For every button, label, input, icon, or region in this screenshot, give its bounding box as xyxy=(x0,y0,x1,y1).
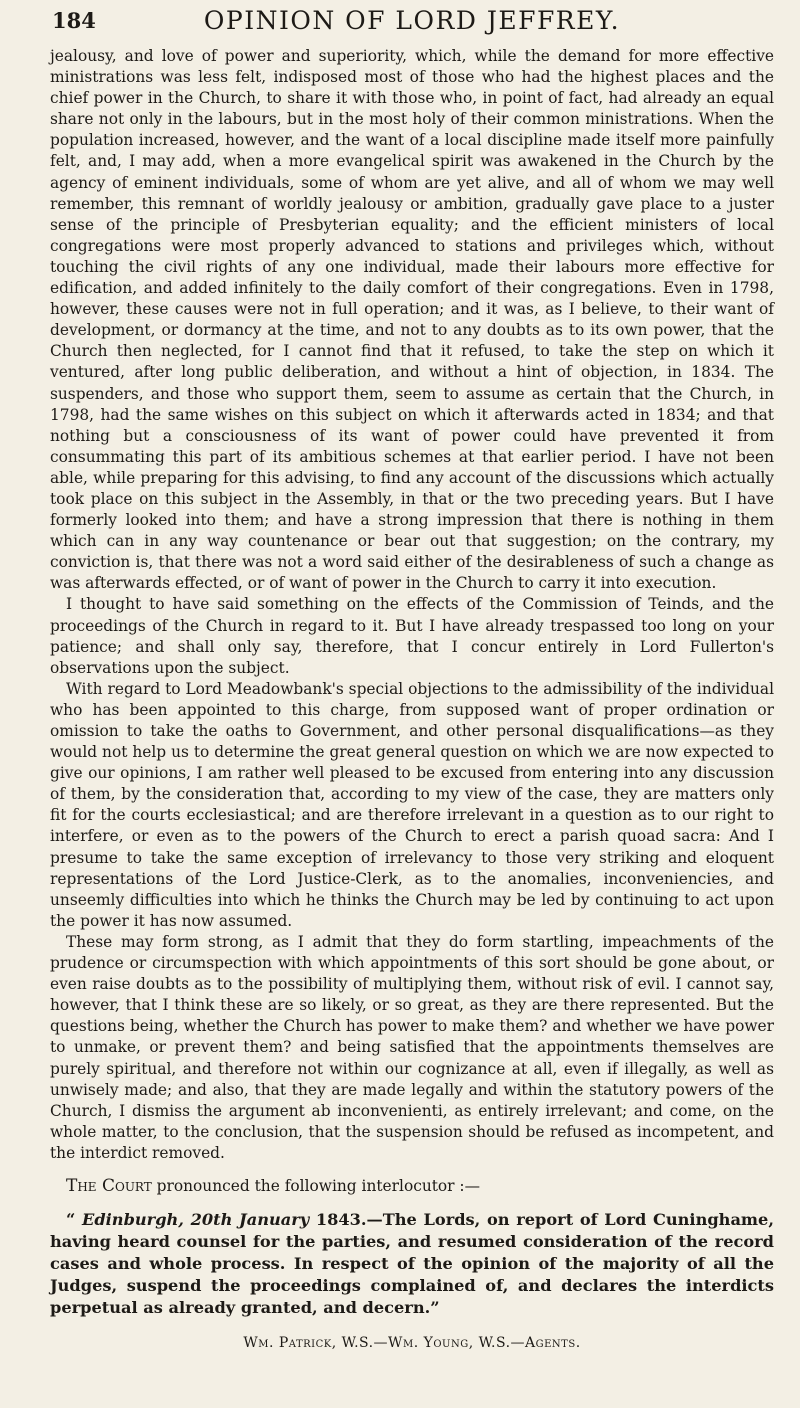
paragraph: With regard to Lord Meadowbank's special objections to the admissibility of the individual who has been appointed to this charge, from supposed want of proper ordination or omission to take the oaths to Government, and other personal disqualifications—as they would not help us to determine the great general question on which we are now expected to give our opinions, I am rather well pleased to be excused from entering into any discussion of them, by the consideration that, according to my view of the case, they are matters only fit for the courts ecclesiastical; and are therefore irrelevant in a question as to our right to interfere, or even as to the powers of the Church to erect a parish quoad sacra: And I presume to take the same exception of irrelevancy to those very striking and eloquent representations of the Lord Justice-Clerk, as to the anomalies, inconveniencies, and unseemly difficulties into which he thinks the Church may be led by continuing to act upon the power it has now assumed. xyxy=(50,679,774,930)
page-header xyxy=(50,0,774,46)
court-lead: The Court xyxy=(66,1175,152,1196)
body-text xyxy=(50,46,774,1354)
interlocutor-open-quote: “ xyxy=(66,1210,82,1230)
page-number: 184 xyxy=(52,8,96,33)
interlocutor xyxy=(50,1209,774,1319)
paragraph: I thought to have said something on the effects of the Commission of Teinds, and the proceedings of the Church in regard to it. But I have already trespassed too long on your patience; and shall only say, therefore, that I concur entirely in Lord Fullerton's observations upon the subject. xyxy=(50,595,774,677)
running-head: OPINION OF LORD JEFFREY. xyxy=(203,6,621,35)
court-statement xyxy=(50,1176,774,1197)
paragraph: These may form strong, as I admit that they do form startling, impeachments of the prudence or circumspection with which appointments of this sort should be gone about, or even raise doubts as to the possibility of multiplying them, without risk of evil. I cannot say, however, that I think these are so likely, or so great, as they are there represented. But the questions being, whether the Church has power to make them? and whether we have power to unmake, or prevent them? and being satisfied that the appointments themselves are purely spiritual, and therefore not within our cognizance at all, even if illegally, as well as unwisely made; and also, that they are made legally and within the statutory powers of the Church, I dismiss the argument ab inconvenienti, as entirely irrelevant; and come, on the whole matter, to the conclusion, that the suspension should be refused as incompetent, and the interdict removed. xyxy=(50,932,774,1162)
court-rest: pronounced the following interlocutor :— xyxy=(151,1176,481,1195)
paragraph: jealousy, and love of power and superiority, which, while the demand for more effective ministrations was less felt, indisposed most of those who had the highest places and the chief power in the Church, to share it with those who, in point of fact, had already an equal share not only in the labours, but in the most holy of their common ministrations. When the population increased, however, and the want of a local discipline made itself more painfully felt, and, I may add, when a more evangelical spirit was awakened in the Church by the agency of eminent individuals, some of whom are yet alive, and all of whom we may well remember, this remnant of worldly jealousy or ambition, gradually gave place to a juster sense of the principle of Presbyterian equality; and the efficient ministers of local congregations were most properly advanced to stations and privileges which, without touching the civil rights of any one individual, made their labours more effective for edification, and added infinitely to the daily comfort of their congregations. Even in 1798, however, these causes were not in full operation; and it was, as I believe, to their want of development, or dormancy at the time, and not to any doubts as to its own power, that the Church then neglected, for I cannot find that it refused, to take the step on which it ventured, after long public deliberation, and without a hint of objection, in 1834. The suspenders, and those who support them, seem to assume as certain that the Church, in 1798, had the same wishes on this subject on which it afterwards acted in 1834; and that nothing but a consciousness of its want of power could have prevented it from consummating this part of its ambitious schemes at that earlier period. I have not been able, while preparing for this advising, to find any account of the discussions which actually took place on this subject in the Assembly, in that or the two preceding years. But I have formerly looked into them; and have a strong impression that there is nothing in them which can in any way countenance or bear out that suggestion; on the contrary, my conviction is, that there was not a word said either of the desirableness of such a change as was afterwards effected, or of want of power in the Church to carry it into execution. xyxy=(50,47,774,593)
agents-line: Wm. Patrick, W.S.—Wm. Young, W.S.—Agents. xyxy=(243,1335,581,1352)
interlocutor-text: 1843.—The Lords, on report of Lord Cuninghame, having heard counsel for the parties, and resumed consideration of the record cases and whole process. In respect of the opinion of the majority of all the Judges, suspend the proceedings complained of, and declares the interdicts perpetual as already granted, and decern.” xyxy=(50,1210,774,1318)
interlocutor-place-date: Edinburgh, 20th January xyxy=(82,1210,310,1230)
